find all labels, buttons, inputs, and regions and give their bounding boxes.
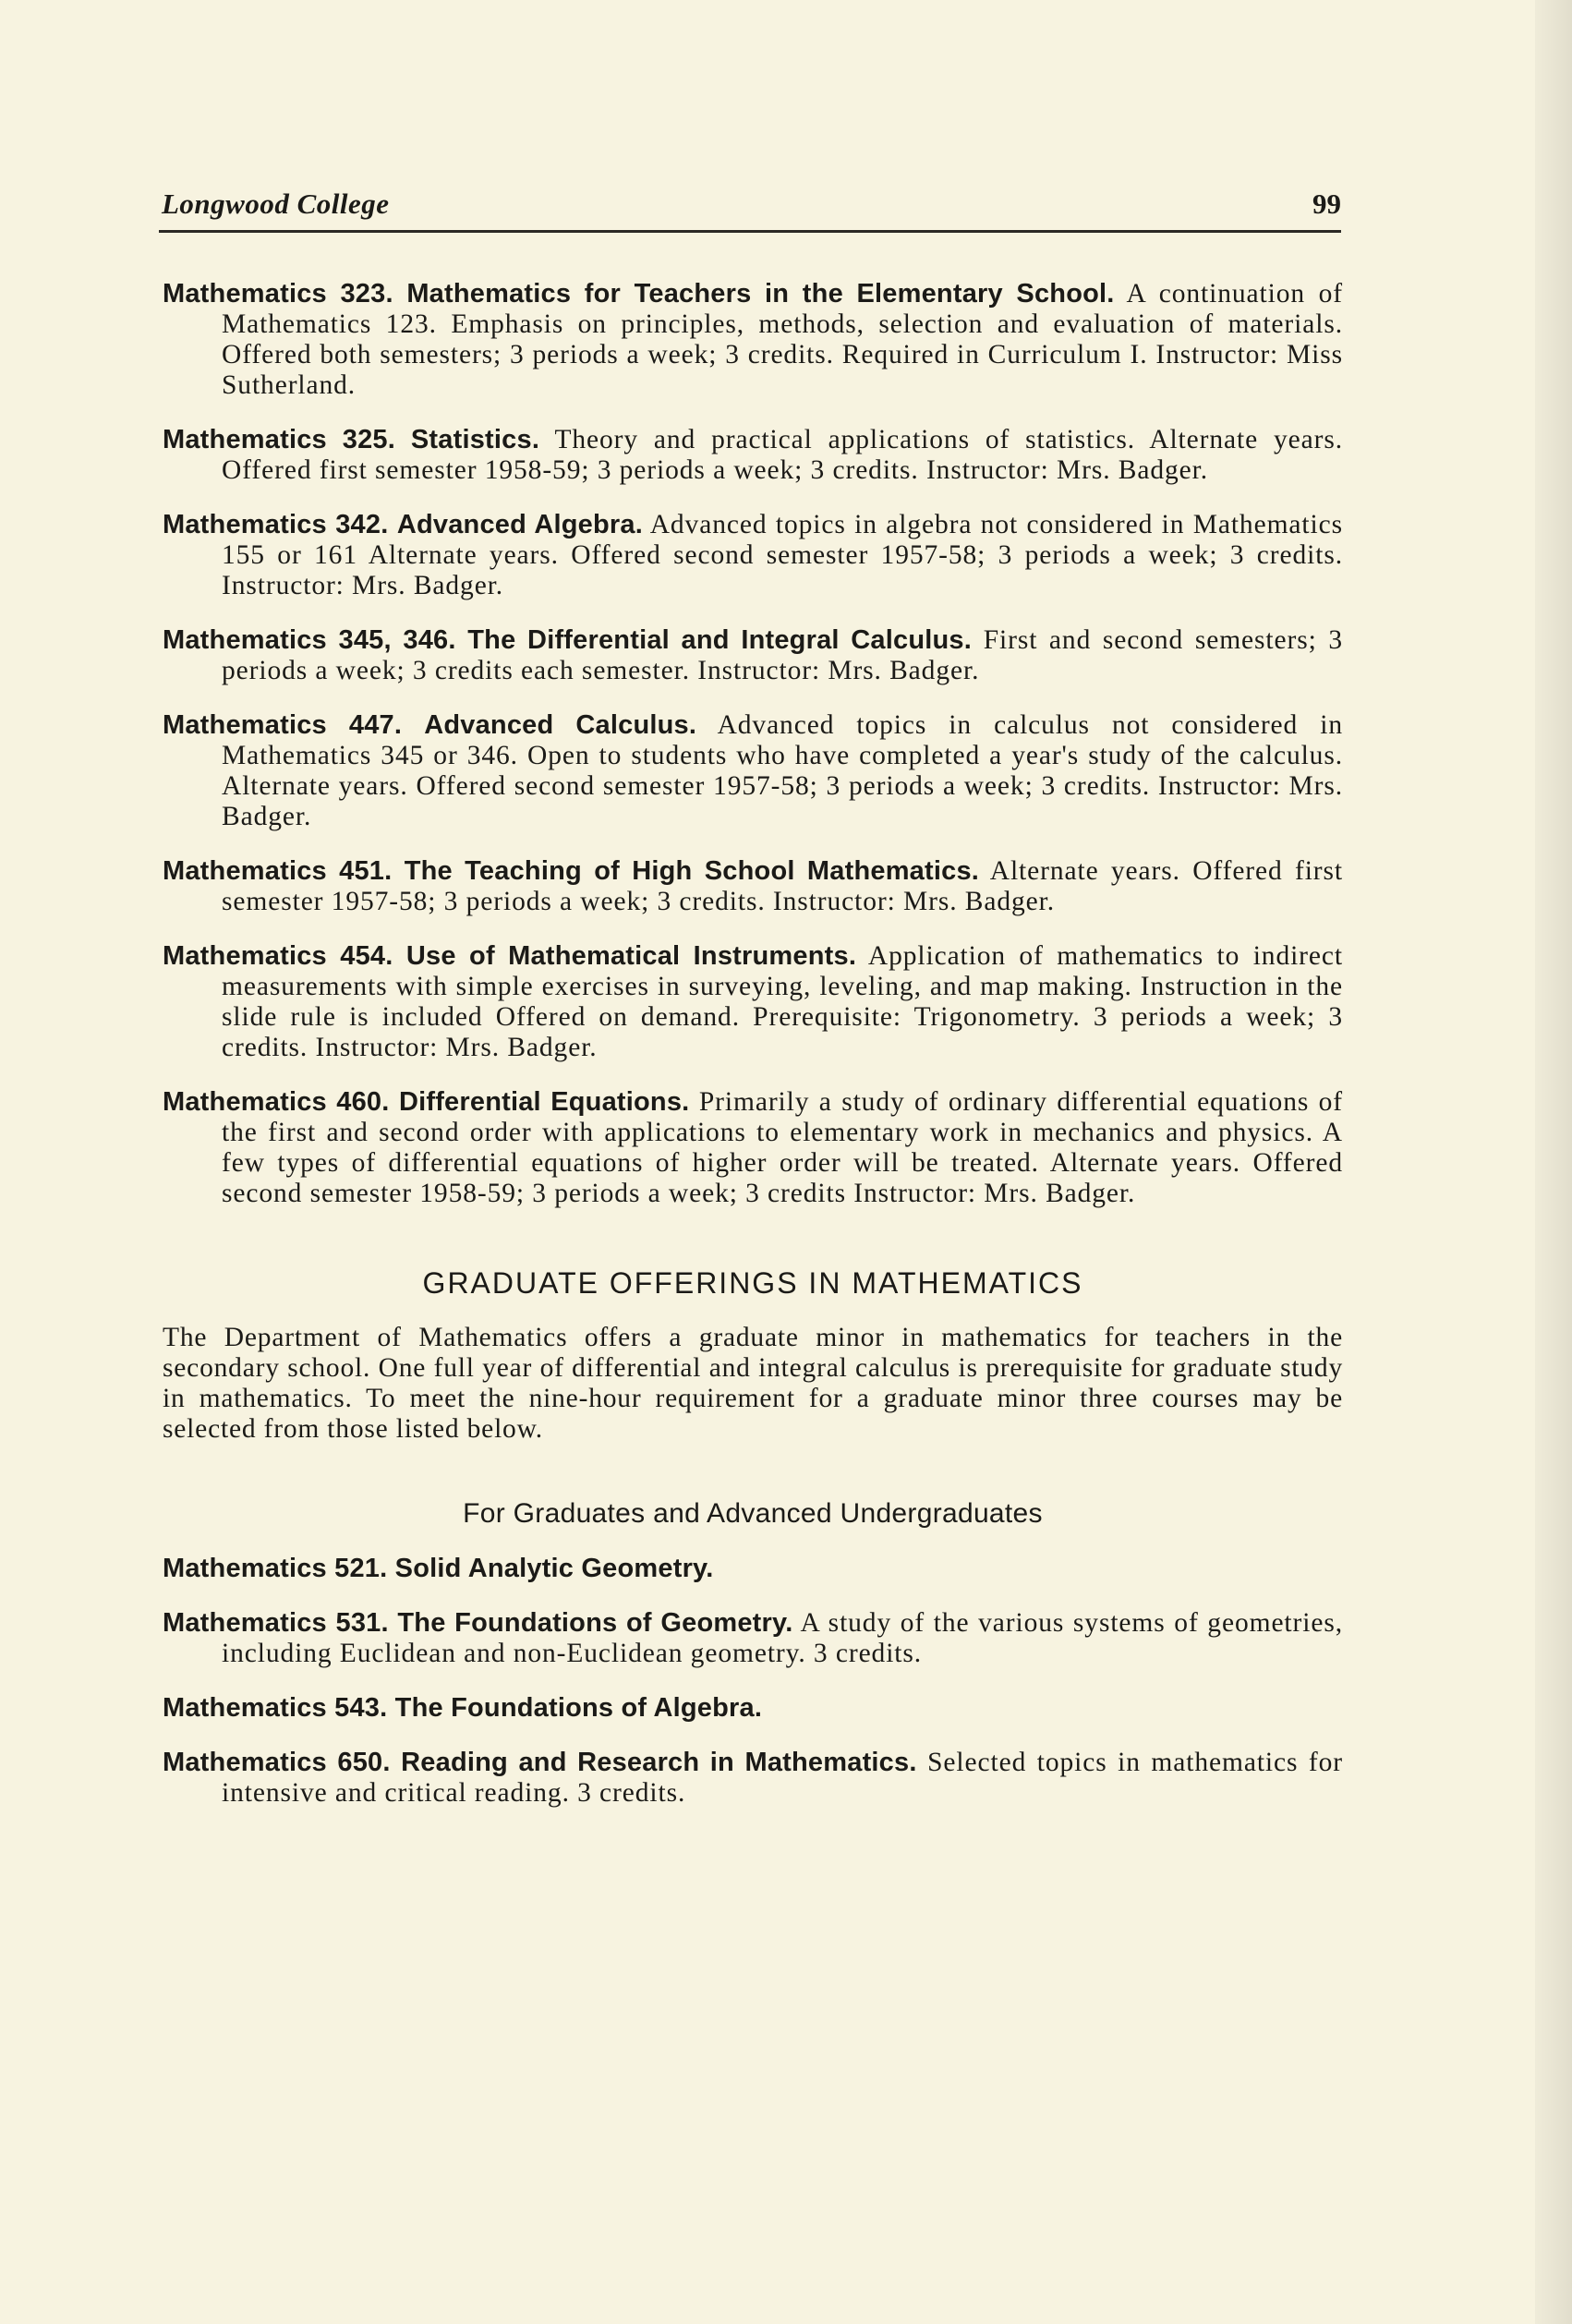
course-text (163, 1554, 1343, 1584)
course-entry (163, 279, 1343, 401)
course-text (163, 425, 1343, 486)
course-name: The Differential and Integral Calculus. (467, 625, 973, 655)
course-entry (163, 510, 1343, 601)
graduate-course-entry (163, 1693, 1343, 1724)
course-entry (163, 941, 1343, 1063)
course-number: Mathematics 543. (163, 1693, 388, 1723)
graduate-subheading: For Graduates and Advanced Undergraduates (463, 1498, 1043, 1529)
course-description: Advanced topics in calculus not considered in Mathematics 345 or 346. Open to students who have completed a year's study of the calculus. Alternate years. Offered second semester 1957-58; 3 periods a week; 3 credits. Instructor: Mrs. Badger. (222, 710, 1343, 831)
page-number: 99 (1312, 188, 1341, 220)
graduate-course-entry (163, 1554, 1343, 1584)
course-text (163, 1087, 1343, 1209)
graduate-intro-paragraph: The Department of Mathematics offers a graduate minor in mathematics for teachers in the secondary school. One full year of differential and integral calculus is prerequisite for graduate study in mathematics. To meet the nine-hour requirement for a graduate minor three courses may be selected from those listed below. (163, 1323, 1343, 1444)
course-name: The Teaching of High School Mathematics. (404, 856, 980, 886)
course-description: Alternate years. Offered first semester 1957-58; 3 periods a week; 3 credits. Instructor: Mrs. Badger. (222, 856, 1344, 916)
course-number: Mathematics 460. (163, 1087, 390, 1117)
course-name: Reading and Research in Mathematics. (401, 1748, 917, 1777)
course-text (163, 1693, 1343, 1724)
course-entry (163, 1087, 1343, 1209)
course-number: Mathematics 447. (163, 710, 403, 740)
header-rule (159, 230, 1341, 233)
course-name: Mathematics for Teachers in the Elementary School. (406, 279, 1115, 309)
course-description: Selected topics in mathematics for intensive and critical reading. 3 credits. (222, 1748, 1344, 1808)
course-number: Mathematics 323. (163, 279, 393, 309)
course-name: Advanced Calculus. (424, 710, 697, 740)
graduate-course-entry (163, 1748, 1343, 1809)
course-text (163, 1748, 1343, 1809)
course-description: A study of the various systems of geometries, including Euclidean and non-Euclidean geometry. 3 credits. (222, 1608, 1343, 1668)
course-text (163, 625, 1343, 686)
course-description: Application of mathematics to indirect measurements with simple exercises in surveying, leveling, and map making. Instruction in the slide rule is included Offered on demand. Prerequisite: Trigonometry. 3 periods a week; 3 credits. Instructor: Mrs. Badger. (222, 941, 1343, 1062)
running-head (162, 188, 1341, 221)
course-name: Use of Mathematical Instruments. (405, 941, 857, 971)
course-number: Mathematics 531. (163, 1608, 389, 1638)
course-text (163, 710, 1343, 832)
course-name: Differential Equations. (398, 1087, 690, 1117)
course-text (163, 510, 1343, 601)
course-number: Mathematics 650. (163, 1748, 391, 1777)
course-number: Mathematics 345, 346. (163, 625, 456, 655)
course-name: Advanced Algebra. (396, 510, 643, 539)
course-name: Statistics. (410, 425, 540, 454)
course-entry (163, 425, 1343, 486)
course-number: Mathematics 451. (163, 856, 393, 886)
running-head-title: Longwood College (162, 188, 390, 220)
page-edge-shadow (1535, 0, 1572, 2324)
graduate-section-heading: GRADUATE OFFERINGS IN MATHEMATICS (422, 1266, 1083, 1300)
course-name: The Foundations of Geometry. (397, 1608, 793, 1638)
course-name: The Foundations of Algebra. (394, 1693, 763, 1723)
course-description: A continuation of Mathematics 123. Emphasis on principles, methods, selection and evaluation of materials. Offered both semesters; 3 periods a week; 3 credits. Required in Curriculum I. Instructor: Miss Sutherland. (222, 279, 1343, 400)
course-entry (163, 625, 1343, 686)
course-description: Theory and practical applications of statistics. Alternate years. Offered first semester 1958-59; 3 periods a week; 3 credits. Instructor: Mrs. Badger. (222, 425, 1343, 485)
course-text (163, 941, 1343, 1063)
course-description: First and second semesters; 3 periods a week; 3 credits each semester. Instructor: Mrs. Badger. (222, 625, 1344, 685)
course-number: Mathematics 521. (163, 1554, 388, 1583)
graduate-course-entry (163, 1608, 1343, 1669)
page-content (163, 279, 1343, 1833)
course-description: Primarily a study of ordinary differential equations of the first and second order with applications to elementary work in mechanics and physics. A few types of differential equations of higher order will be treated. Alternate years. Offered second semester 1958-59; 3 periods a week; 3 credits Instructor: Mrs. Badger. (222, 1087, 1344, 1208)
course-entry (163, 856, 1343, 917)
course-text (163, 856, 1343, 917)
course-number: Mathematics 454. (163, 941, 393, 971)
course-description: Advanced topics in algebra not considered in Mathematics 155 or 161 Alternate years. Offered second semester 1957-58; 3 periods a week; 3 credits. Instructor: Mrs. Badger. (222, 510, 1343, 600)
course-number: Mathematics 325. (163, 425, 395, 454)
course-text (163, 1608, 1343, 1669)
course-number: Mathematics 342. (163, 510, 389, 539)
course-entry (163, 710, 1343, 832)
course-text (163, 279, 1343, 401)
course-name: Solid Analytic Geometry. (394, 1554, 714, 1583)
